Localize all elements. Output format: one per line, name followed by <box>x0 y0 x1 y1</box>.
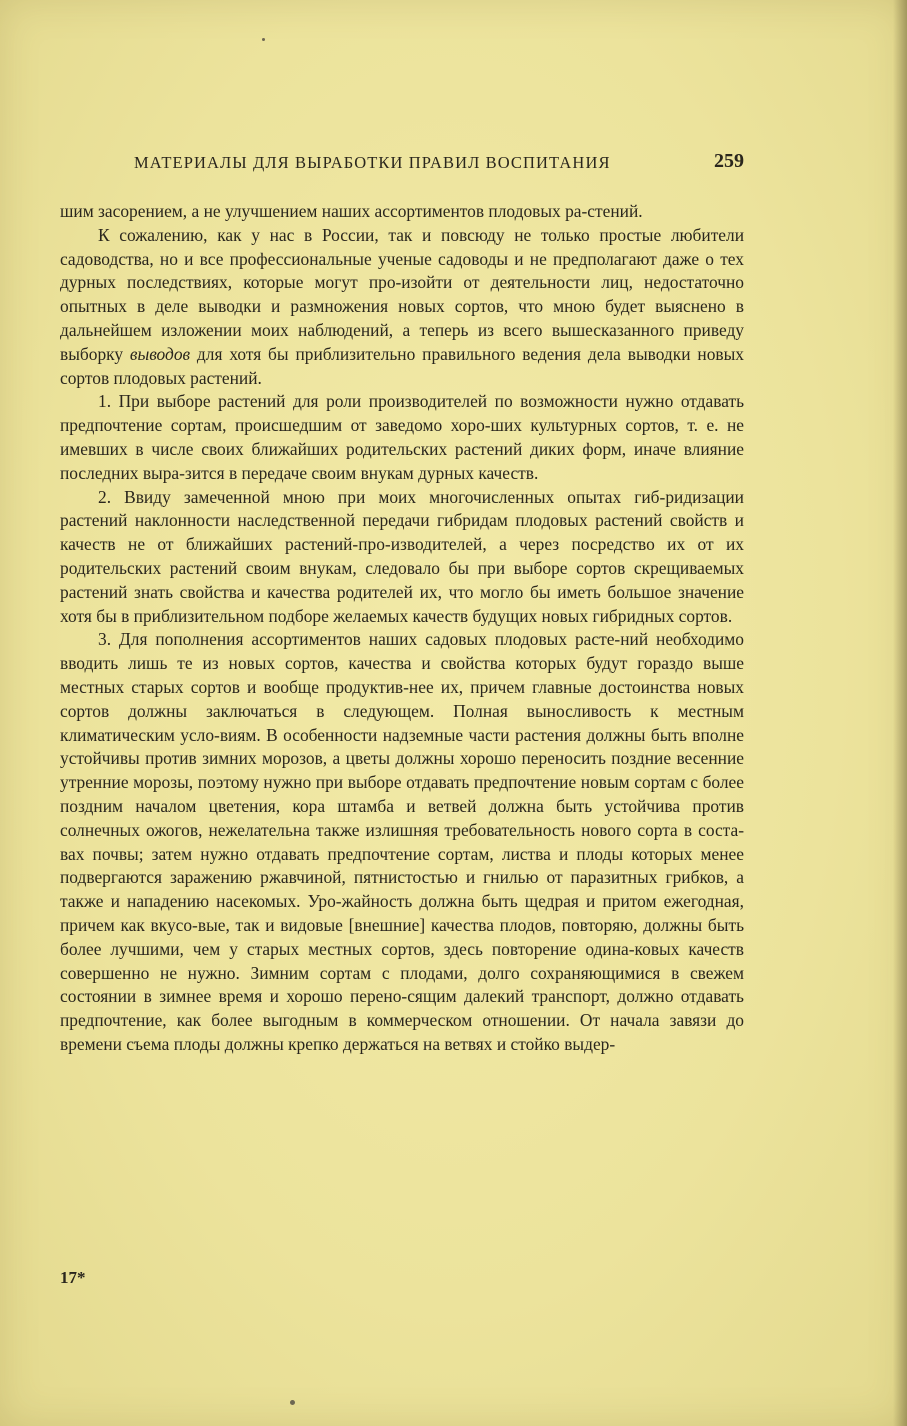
page-header <box>60 150 744 178</box>
paragraph-intro <box>60 224 744 391</box>
body-text <box>60 200 744 1057</box>
emphasis-conclusions: выводов <box>129 343 191 364</box>
paper-speck-top <box>262 38 265 41</box>
paragraph-intro-after: для хотя бы приблизительно правильного ведения дела выводки новых сортов плодовых растений. <box>60 343 744 388</box>
paragraph-continuation: шим засорением, а не улучшением наших ассортиментов плодовых ра-стений. <box>60 201 643 221</box>
page-edge-shadow <box>893 0 907 1426</box>
paper-speck-bottom <box>290 1400 295 1405</box>
signature-mark: 17* <box>60 1268 86 1287</box>
paragraph-point-2: 2. Ввиду замеченной мною при моих многочисленных опытах гиб-ридизации растений наклонности наследственной передачи гибридам плодовых растений свойств и качеств не от ближайших растений-про-изводителей, а через посредство их от их родительских растений своим внукам, следовало бы при выборе сортов скрещиваемых растений знать свойства и качества родителей их, что могло бы иметь большое значение хотя бы в приблизительном подборе желаемых качеств будущих новых гибридных сортов. <box>60 486 744 626</box>
page-number: 259 <box>714 150 744 172</box>
paragraph-intro-before: К сожалению, как у нас в России, так и повсюду не только простые любители садоводства, но и все профессиональные ученые садоводы и не предполагают даже о тех дурных последствиях, которые могут про-изойти от деятельности лиц, недостаточно опытных в деле выводки и размножения новых сортов, что мною будет выяснено в дальнейшем изложении моих наблюдений, а теперь из всего вышесказанного приведу выборку <box>60 224 744 364</box>
running-title: МАТЕРИАЛЫ ДЛЯ ВЫРАБОТКИ ПРАВИЛ ВОСПИТАНИЯ <box>134 153 611 172</box>
paragraph-point-1: 1. При выборе растений для роли производителей по возможности нужно отдавать предпочтение сортам, происшедшим от заведомо хоро-ших культурных сортов, т. е. не имевших в числе своих ближайших родительских растений диких форм, иначе влияние последних выра-зится в передаче своим внукам дурных качеств. <box>60 391 744 483</box>
paragraph-point-3: 3. Для пополнения ассортиментов наших садовых плодовых расте-ний необходимо вводить лишь те из новых сортов, качества и свойства которых будут гораздо выше местных старых сортов и вообще продуктив-нее их, причем главные достоинства новых сортов должны заключаться в следующем. Полная выносливость к местным климатическим усло-виям. В особенности надземные части растения должны быть вполне устойчивы против зимних морозов, а цветы должны хорошо переносить поздние весенние утренние морозы, поэтому нужно при выборе отдавать предпочтение новым сортам с более поздним началом цветения, кора штамба и ветвей должна быть устойчива против солнечных ожогов, нежелательна также излишняя требовательность нового сорта в соста-вах почвы; затем нужно отдавать предпочтение сортам, листва и плоды которых менее подвергаются заражению ржавчиной, пятнистостью и гнилью от паразитных грибков, а также и нападению насекомых. Уро-жайность должна быть щедрая и притом ежегодная, причем как вкусо-вые, так и видовые [внешние] качества плодов, повторяю, должны быть более лучшими, чем у старых местных сортов, здесь повторение одина-ковых качеств совершенно не нужно. Зимним сортам с плодами, долго сохраняющимися в свежем состоянии в зимнее время и хорошо перено-сящим далекий транспорт, должно отдавать предпочтение, как более выгодным в коммерческом отношении. От начала завязи до времени съема плоды должны крепко держаться на ветвях и стойко выдер- <box>60 629 744 1054</box>
